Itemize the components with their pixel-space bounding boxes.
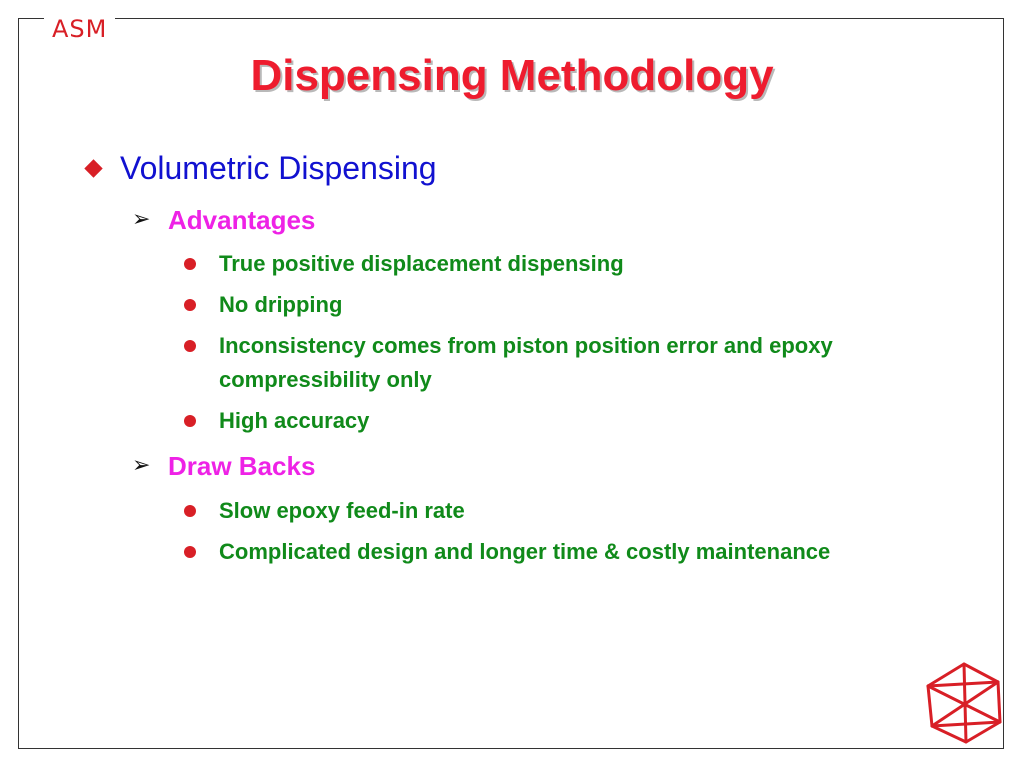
brand-label: ASM — [44, 14, 115, 44]
slide-title: Dispensing Methodology — [250, 51, 774, 100]
list-item-text: No dripping — [219, 292, 343, 317]
list-item-text: True positive displacement dispensing — [219, 251, 624, 276]
dot-bullet-icon — [184, 546, 196, 558]
list-item-text: Slow epoxy feed-in rate — [219, 498, 465, 523]
list-item-text: Inconsistency comes from piston position error and epoxy compressibility only — [219, 333, 833, 392]
list-item-text: High accuracy — [219, 408, 370, 433]
dot-bullet-icon — [184, 415, 196, 427]
topic-label: Volumetric Dispensing — [120, 150, 437, 186]
arrow-bullet-icon: ➢ — [132, 453, 151, 478]
list-item-text: Complicated design and longer time & costly maintenance — [219, 539, 831, 564]
asm-logo-icon — [920, 658, 1008, 748]
dot-bullet-icon — [184, 505, 196, 517]
dot-bullet-icon — [184, 258, 196, 270]
arrow-bullet-icon: ➢ — [132, 207, 151, 232]
dot-bullet-icon — [184, 299, 196, 311]
dot-bullet-icon — [184, 340, 196, 352]
